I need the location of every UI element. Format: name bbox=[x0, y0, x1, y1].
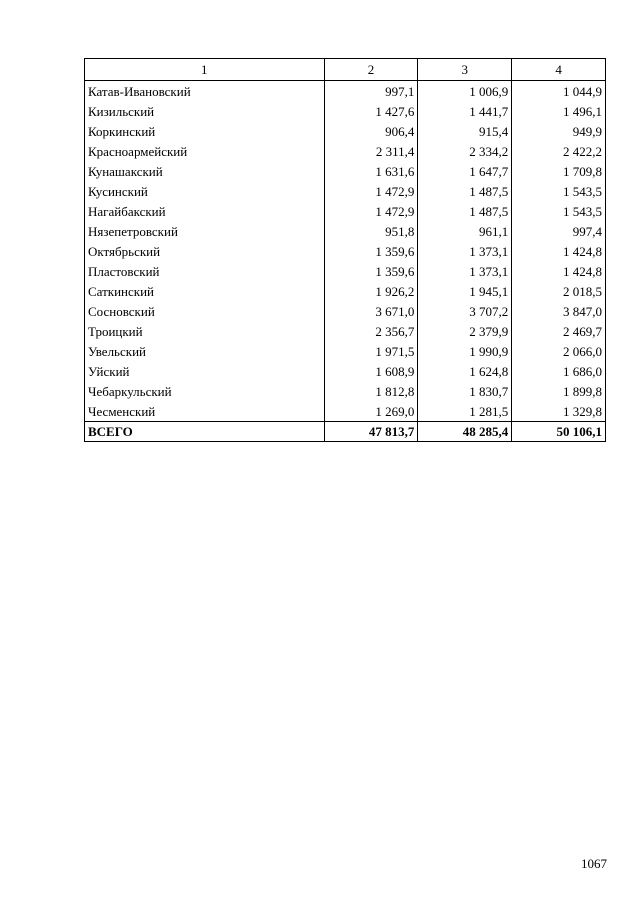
value-cell-col4: 3 847,0 bbox=[512, 301, 606, 321]
district-name-cell: Красноармейский bbox=[85, 141, 325, 161]
value-cell-col4: 1 543,5 bbox=[512, 181, 606, 201]
table-header bbox=[85, 59, 606, 81]
value-cell-col4: 1 709,8 bbox=[512, 161, 606, 181]
value-cell-col3: 2 334,2 bbox=[418, 141, 512, 161]
value-cell-col2: 997,1 bbox=[324, 81, 418, 102]
table-row bbox=[85, 81, 606, 102]
district-name-cell: Сосновский bbox=[85, 301, 325, 321]
value-cell-col2: 3 671,0 bbox=[324, 301, 418, 321]
value-cell-col4: 1 424,8 bbox=[512, 241, 606, 261]
value-cell-col3: 1 441,7 bbox=[418, 101, 512, 121]
data-table bbox=[84, 58, 606, 442]
district-name-cell: Катав-Ивановский bbox=[85, 81, 325, 102]
value-cell-col4: 1 543,5 bbox=[512, 201, 606, 221]
table-row bbox=[85, 281, 606, 301]
value-cell-col2: 1 359,6 bbox=[324, 261, 418, 281]
district-name-cell: Коркинский bbox=[85, 121, 325, 141]
district-name-cell: Увельский bbox=[85, 341, 325, 361]
total-value-col4: 50 106,1 bbox=[512, 422, 606, 442]
district-name-cell: Уйский bbox=[85, 361, 325, 381]
page-number: 1067 bbox=[581, 856, 607, 871]
value-cell-col3: 1 647,7 bbox=[418, 161, 512, 181]
value-cell-col2: 1 631,6 bbox=[324, 161, 418, 181]
table-row bbox=[85, 361, 606, 381]
district-name-cell: Кунашакский bbox=[85, 161, 325, 181]
value-cell-col4: 1 686,0 bbox=[512, 361, 606, 381]
table-row bbox=[85, 181, 606, 201]
value-cell-col3: 3 707,2 bbox=[418, 301, 512, 321]
header-cell-2: 2 bbox=[324, 59, 418, 81]
value-cell-col3: 1 373,1 bbox=[418, 261, 512, 281]
table-row bbox=[85, 161, 606, 181]
district-name-cell: Кусинский bbox=[85, 181, 325, 201]
value-cell-col3: 1 006,9 bbox=[418, 81, 512, 102]
header-row bbox=[85, 59, 606, 81]
table-row bbox=[85, 381, 606, 401]
value-cell-col3: 1 281,5 bbox=[418, 401, 512, 422]
table-row bbox=[85, 301, 606, 321]
district-name-cell: Нагайбакский bbox=[85, 201, 325, 221]
table-footer bbox=[85, 422, 606, 442]
table-row bbox=[85, 221, 606, 241]
value-cell-col3: 1 624,8 bbox=[418, 361, 512, 381]
value-cell-col2: 1 472,9 bbox=[324, 201, 418, 221]
table-row bbox=[85, 261, 606, 281]
value-cell-col4: 2 018,5 bbox=[512, 281, 606, 301]
value-cell-col4: 1 496,1 bbox=[512, 101, 606, 121]
value-cell-col3: 1 830,7 bbox=[418, 381, 512, 401]
value-cell-col4: 1 044,9 bbox=[512, 81, 606, 102]
value-cell-col4: 949,9 bbox=[512, 121, 606, 141]
total-label: ВСЕГО bbox=[85, 422, 325, 442]
value-cell-col3: 1 487,5 bbox=[418, 181, 512, 201]
header-cell-3: 3 bbox=[418, 59, 512, 81]
total-row bbox=[85, 422, 606, 442]
value-cell-col4: 2 469,7 bbox=[512, 321, 606, 341]
district-name-cell: Пластовский bbox=[85, 261, 325, 281]
district-name-cell: Кизильский bbox=[85, 101, 325, 121]
table-row bbox=[85, 141, 606, 161]
table-row bbox=[85, 401, 606, 422]
value-cell-col2: 1 926,2 bbox=[324, 281, 418, 301]
table-row bbox=[85, 101, 606, 121]
value-cell-col3: 1 945,1 bbox=[418, 281, 512, 301]
value-cell-col4: 2 422,2 bbox=[512, 141, 606, 161]
table-row bbox=[85, 321, 606, 341]
value-cell-col3: 1 990,9 bbox=[418, 341, 512, 361]
value-cell-col3: 1 487,5 bbox=[418, 201, 512, 221]
value-cell-col2: 1 359,6 bbox=[324, 241, 418, 261]
value-cell-col4: 1 424,8 bbox=[512, 261, 606, 281]
value-cell-col2: 1 812,8 bbox=[324, 381, 418, 401]
value-cell-col2: 1 472,9 bbox=[324, 181, 418, 201]
district-name-cell: Октябрьский bbox=[85, 241, 325, 261]
total-value-col3: 48 285,4 bbox=[418, 422, 512, 442]
value-cell-col2: 951,8 bbox=[324, 221, 418, 241]
value-cell-col2: 906,4 bbox=[324, 121, 418, 141]
table-row bbox=[85, 121, 606, 141]
district-name-cell: Саткинский bbox=[85, 281, 325, 301]
value-cell-col3: 915,4 bbox=[418, 121, 512, 141]
value-cell-col2: 1 608,9 bbox=[324, 361, 418, 381]
table-row bbox=[85, 201, 606, 221]
total-value-col2: 47 813,7 bbox=[324, 422, 418, 442]
value-cell-col2: 1 971,5 bbox=[324, 341, 418, 361]
header-cell-1: 1 bbox=[85, 59, 325, 81]
table-row bbox=[85, 341, 606, 361]
value-cell-col4: 1 329,8 bbox=[512, 401, 606, 422]
district-name-cell: Чебаркульский bbox=[85, 381, 325, 401]
value-cell-col2: 1 427,6 bbox=[324, 101, 418, 121]
value-cell-col3: 2 379,9 bbox=[418, 321, 512, 341]
district-name-cell: Нязепетровский bbox=[85, 221, 325, 241]
district-name-cell: Чесменский bbox=[85, 401, 325, 422]
value-cell-col3: 961,1 bbox=[418, 221, 512, 241]
table-body bbox=[85, 81, 606, 422]
header-cell-4: 4 bbox=[512, 59, 606, 81]
value-cell-col4: 1 899,8 bbox=[512, 381, 606, 401]
value-cell-col4: 997,4 bbox=[512, 221, 606, 241]
value-cell-col2: 2 311,4 bbox=[324, 141, 418, 161]
value-cell-col4: 2 066,0 bbox=[512, 341, 606, 361]
district-name-cell: Троицкий bbox=[85, 321, 325, 341]
value-cell-col2: 1 269,0 bbox=[324, 401, 418, 422]
value-cell-col2: 2 356,7 bbox=[324, 321, 418, 341]
value-cell-col3: 1 373,1 bbox=[418, 241, 512, 261]
table-row bbox=[85, 241, 606, 261]
